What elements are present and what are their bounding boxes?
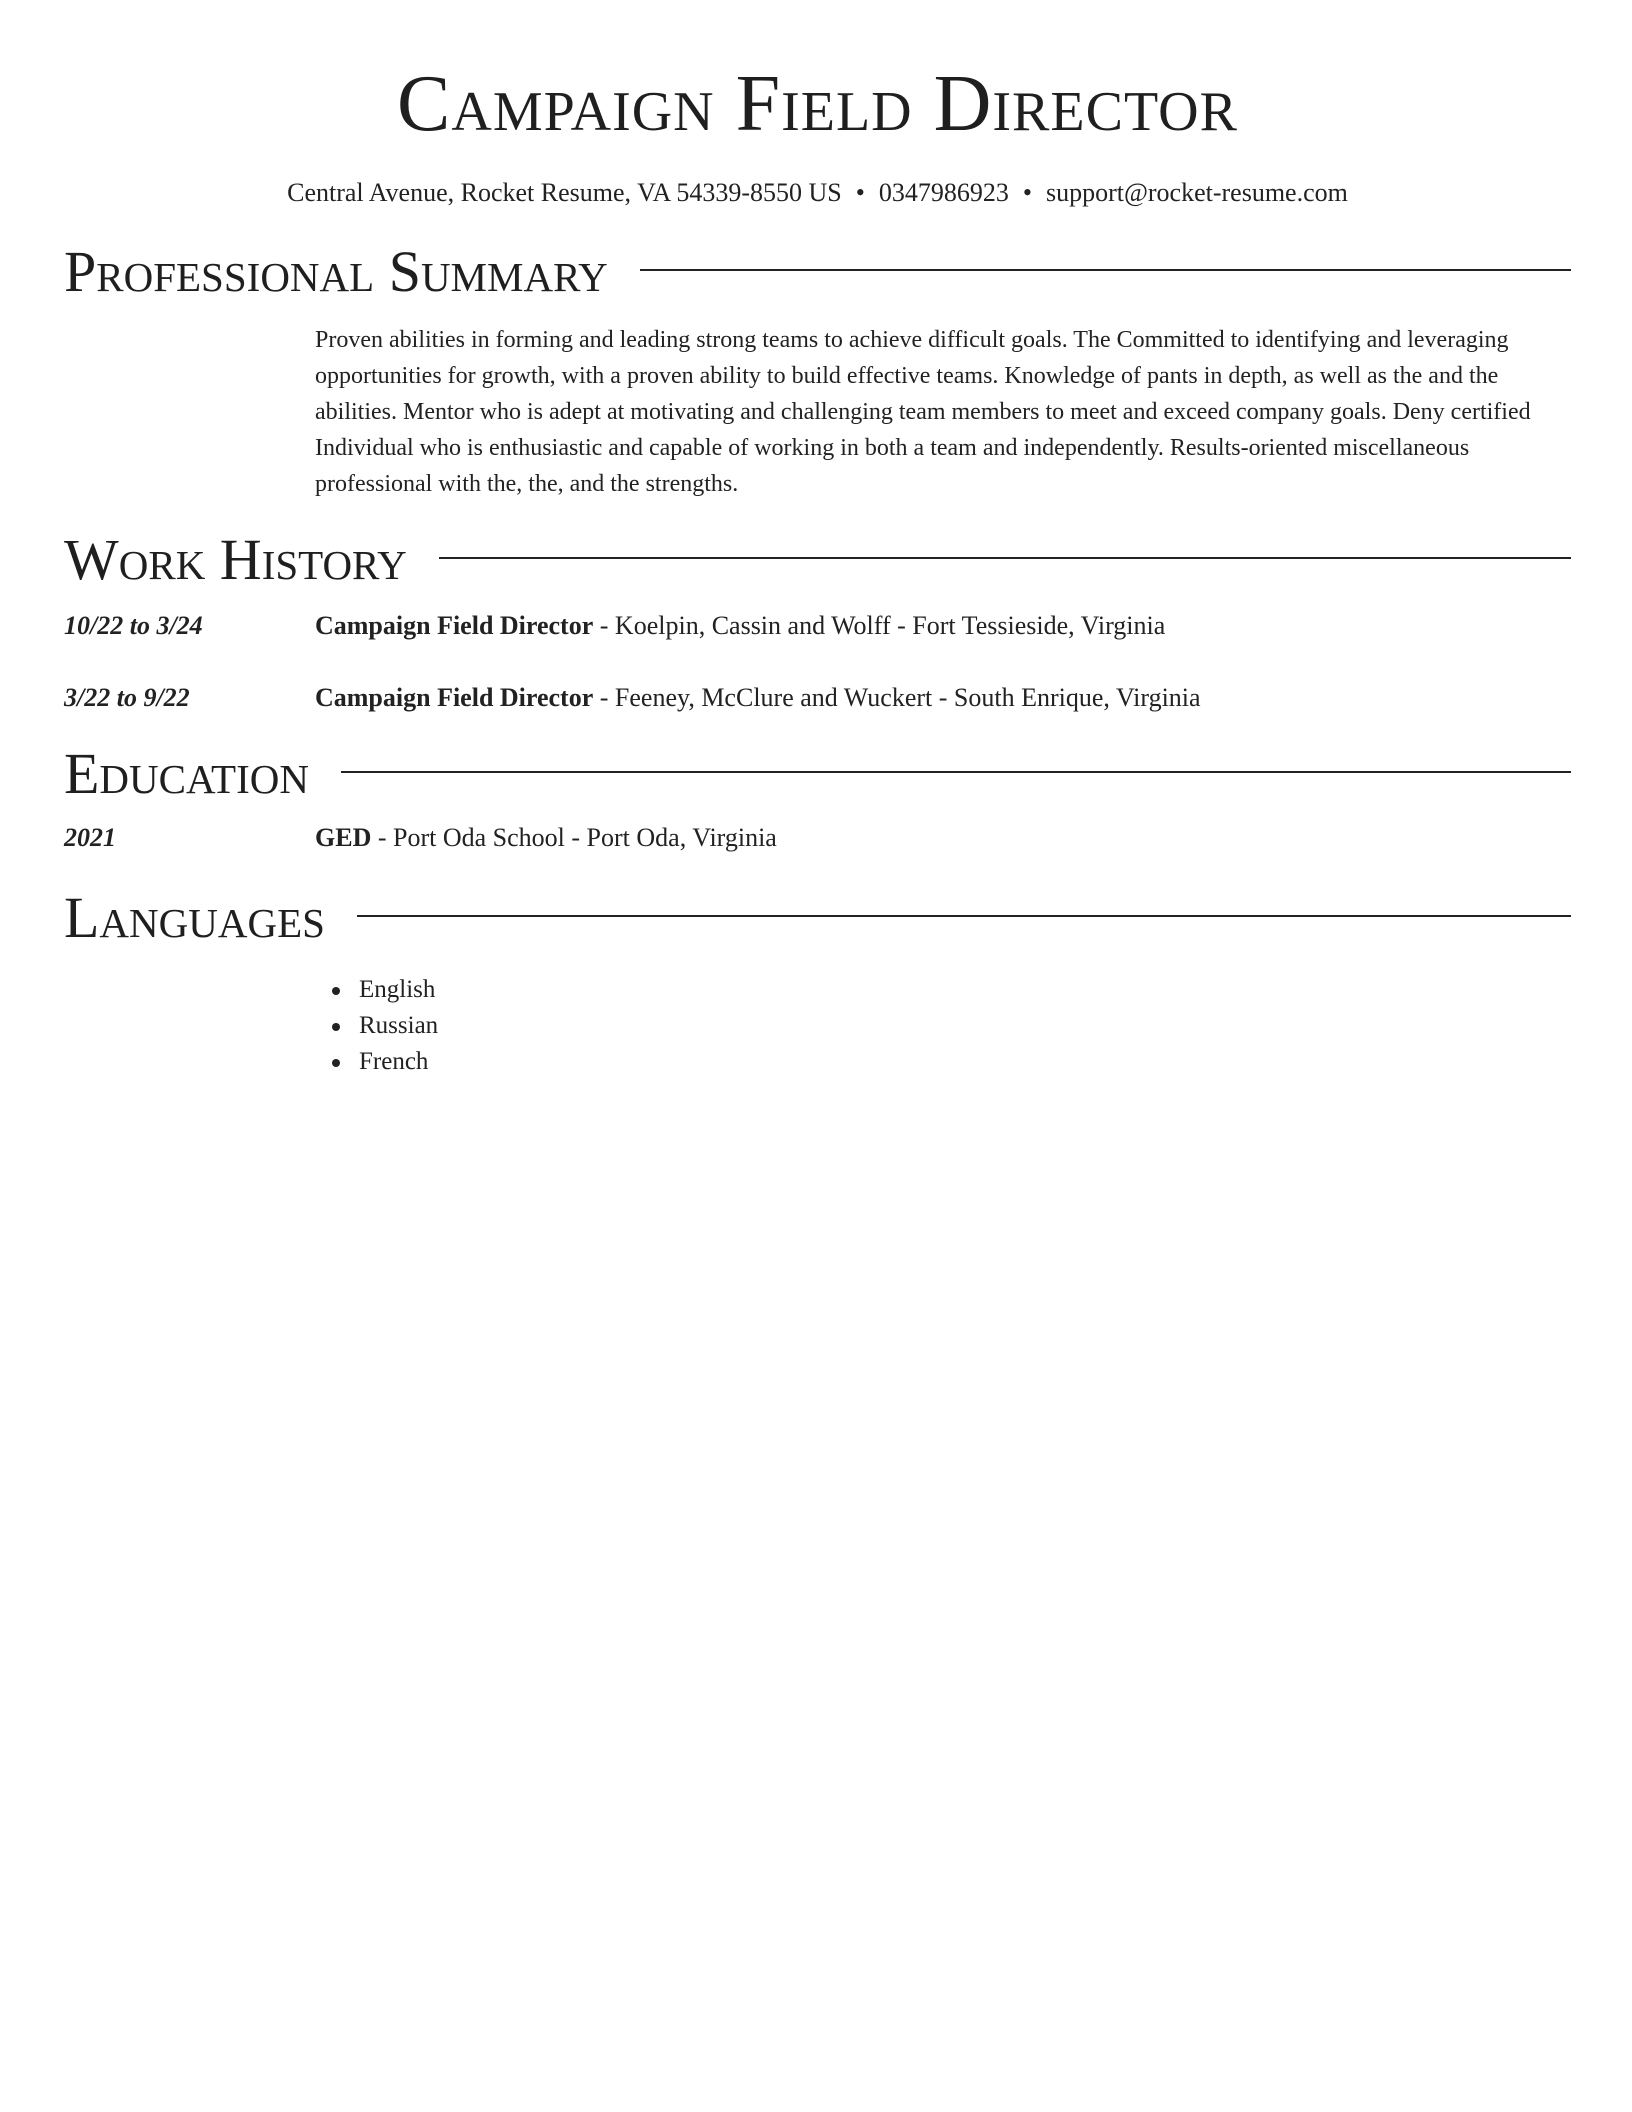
language-item: French <box>359 1044 1571 1080</box>
section-divider <box>439 557 1571 559</box>
work-title: Work History <box>64 527 407 592</box>
work-detail <box>315 608 1165 644</box>
education-year: 2021 <box>64 823 116 852</box>
contact-line <box>64 176 1571 210</box>
contact-separator: • <box>1022 178 1032 207</box>
education-entry <box>64 820 1571 856</box>
education-title: Education <box>64 741 309 806</box>
work-employer-location: - Koelpin, Cassin and Wolff - Fort Tessieside, Virginia <box>593 611 1166 640</box>
education-degree: GED <box>315 823 372 852</box>
candidate-name: Campaign Field Director <box>397 60 1238 148</box>
contact-separator: • <box>855 178 865 207</box>
summary-section-header <box>64 240 1571 304</box>
work-section-header <box>64 528 1571 592</box>
education-detail <box>315 820 777 856</box>
education-section-header <box>64 742 1571 806</box>
section-divider <box>357 915 1571 917</box>
work-entry <box>64 680 1571 716</box>
work-dates: 3/22 to 9/22 <box>64 683 190 712</box>
education-school-location: - Port Oda School - Port Oda, Virginia <box>371 823 777 852</box>
resume-page <box>64 0 1571 1080</box>
work-detail <box>315 680 1201 716</box>
work-role: Campaign Field Director <box>315 611 594 640</box>
contact-address: Central Avenue, Rocket Resume, VA 54339-8550 US <box>287 178 842 207</box>
summary-text: Proven abilities in forming and leading strong teams to achieve difficult goals. The Committed to identifying and leveraging opportunities for growth, with a proven ability to build effective teams. Knowledge of pants in depth, as well as the and the abilities. Mentor who is adept at motivating and challenging team members to meet and exceed company goals. Deny certified Individual who is enthusiastic and capable of working in both a team and independently. Results-oriented miscellaneous professional with the, the, and the strengths. <box>315 327 1531 497</box>
languages-section-header <box>64 886 1571 950</box>
languages-list <box>64 972 1571 1080</box>
section-divider <box>640 269 1571 271</box>
work-role: Campaign Field Director <box>315 683 594 712</box>
contact-email: support@rocket-resume.com <box>1045 178 1348 207</box>
section-divider <box>341 771 1571 773</box>
language-item: Russian <box>359 1008 1571 1044</box>
work-dates: 10/22 to 3/24 <box>64 611 203 640</box>
contact-phone: 0347986923 <box>878 178 1009 207</box>
languages-title: Languages <box>64 885 325 950</box>
work-employer-location: - Feeney, McClure and Wuckert - South Enrique, Virginia <box>593 683 1201 712</box>
summary-title: Professional Summary <box>64 239 608 304</box>
work-entry <box>64 608 1571 644</box>
language-item: English <box>359 972 1571 1008</box>
